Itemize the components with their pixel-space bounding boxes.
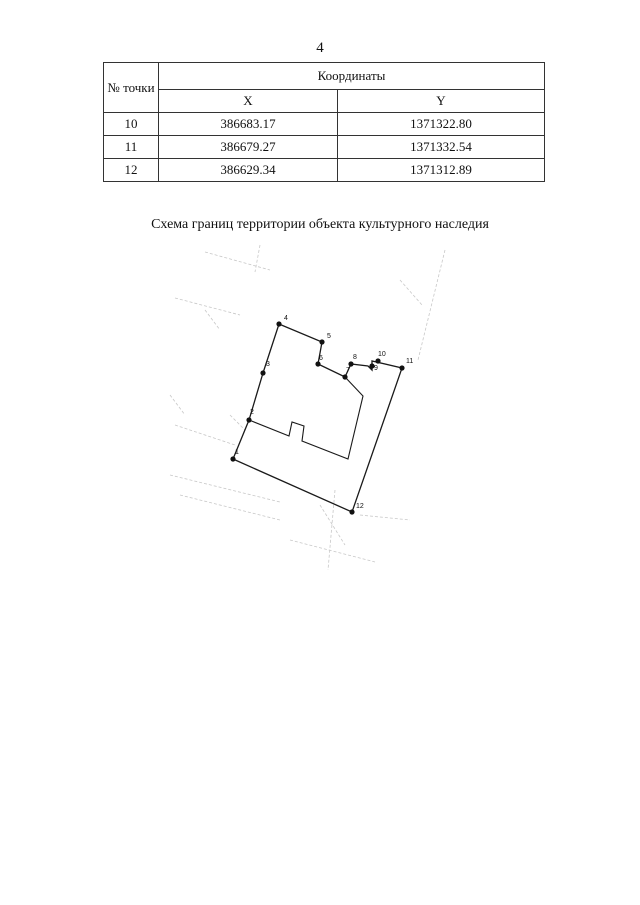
- table-row: [104, 159, 545, 182]
- point-label-6: 6: [319, 355, 323, 362]
- point-10: [375, 358, 380, 363]
- coordinates-table: [103, 62, 545, 182]
- point-5: [319, 339, 324, 344]
- boundary-scheme-map: [160, 240, 460, 580]
- header-x: X: [159, 90, 338, 113]
- header-coordinates: Координаты: [159, 63, 545, 90]
- point-label-11: 11: [406, 358, 414, 365]
- cell-point-number: 10: [104, 113, 159, 136]
- point-6: [315, 361, 320, 366]
- point-label-9: 9: [374, 365, 378, 372]
- background-lines: [170, 245, 445, 570]
- point-8: [348, 361, 353, 366]
- point-label-2: 2: [250, 409, 254, 416]
- point-label-8: 8: [353, 354, 357, 361]
- point-1: [230, 456, 235, 461]
- scheme-title: Схема границ территории объекта культурного наследия: [151, 217, 489, 232]
- cell-x: 386679.27: [159, 136, 338, 159]
- point-label-4: 4: [284, 315, 288, 322]
- boundary-polyline: [233, 324, 402, 512]
- point-2: [246, 417, 251, 422]
- cell-y: 1371332.54: [338, 136, 545, 159]
- point-label-5: 5: [327, 333, 331, 340]
- table-row: [104, 113, 545, 136]
- point-7: [342, 374, 347, 379]
- table-row: [104, 136, 545, 159]
- cell-y: 1371322.80: [338, 113, 545, 136]
- point-label-7: 7: [346, 367, 350, 374]
- point-label-3: 3: [266, 361, 270, 368]
- header-y: Y: [338, 90, 545, 113]
- cell-x: 386683.17: [159, 113, 338, 136]
- point-4: [276, 321, 281, 326]
- point-label-10: 10: [378, 351, 386, 358]
- point-12: [349, 509, 354, 514]
- building-outline: [249, 377, 363, 459]
- point-11: [399, 365, 404, 370]
- point-label-1: 1: [235, 449, 239, 456]
- point-3: [260, 370, 265, 375]
- page-number: 4: [316, 40, 324, 56]
- cell-x: 386629.34: [159, 159, 338, 182]
- cell-point-number: 12: [104, 159, 159, 182]
- cell-point-number: 11: [104, 136, 159, 159]
- cell-y: 1371312.89: [338, 159, 545, 182]
- header-point-number: № точки: [104, 63, 159, 113]
- point-label-12: 12: [356, 503, 364, 510]
